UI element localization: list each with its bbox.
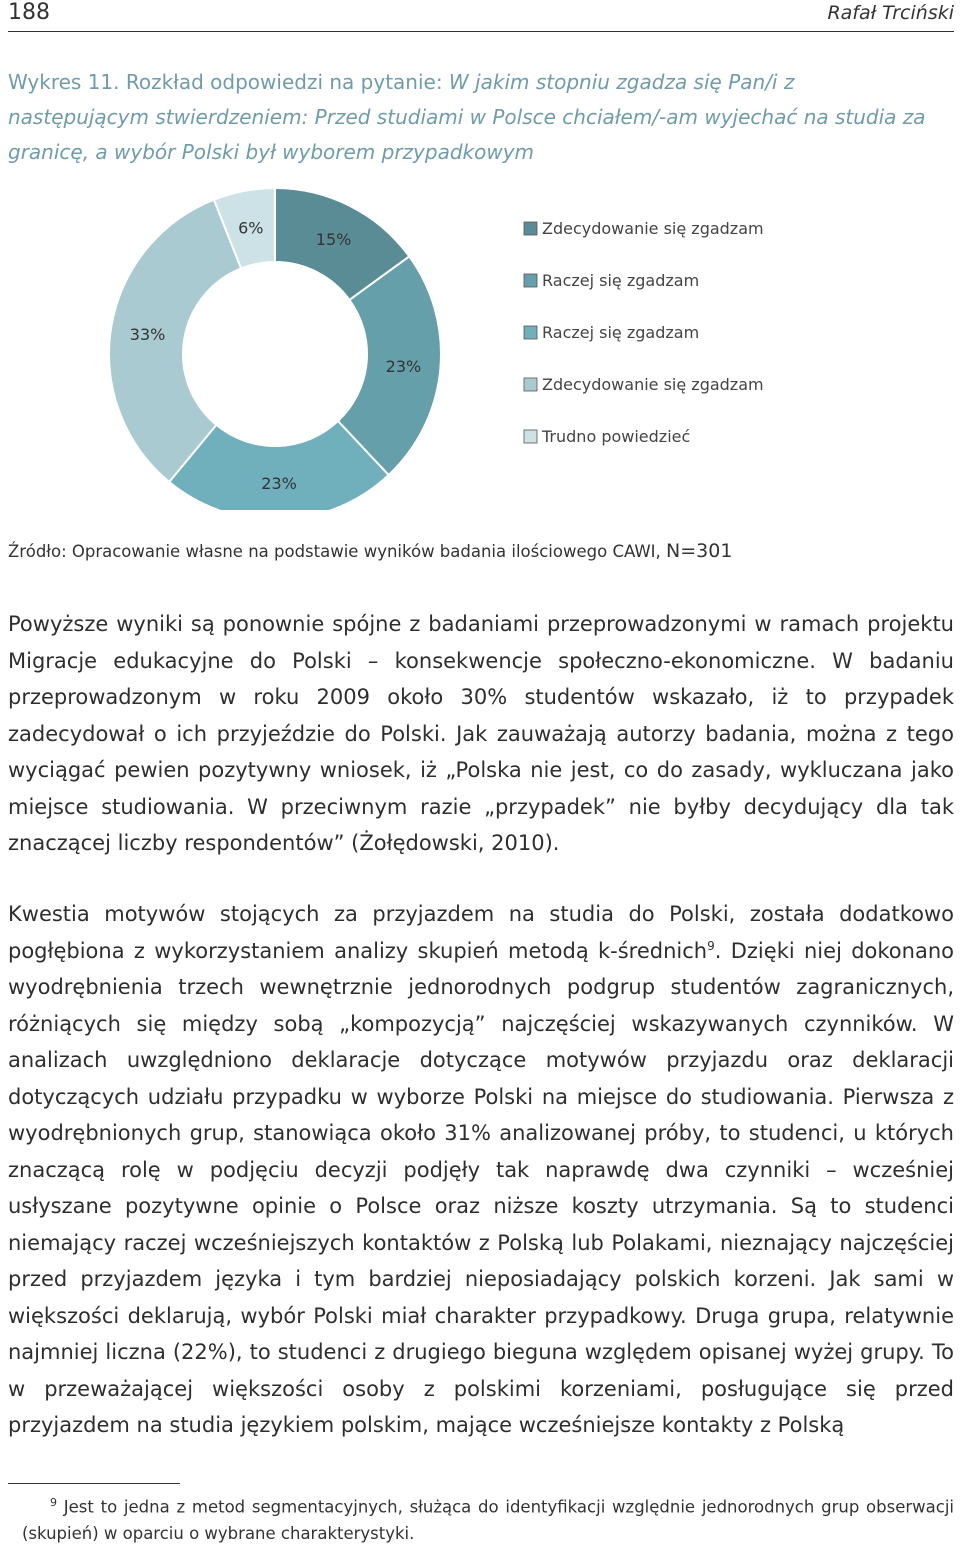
- donut-slices: [109, 188, 441, 510]
- legend-swatch-2: [524, 274, 537, 287]
- slice-value-label-4: 33%: [129, 324, 166, 344]
- legend-swatch-5: [524, 430, 537, 443]
- legend-label-3: Raczej się zgadzam: [542, 323, 700, 342]
- paragraph-2-start: Kwestia motywów stojących za przyjazdem na studia do Polski, została dodatkowo pogłębiona z wykorzystaniem analizy skupień metodą k-średnich: [8, 902, 954, 963]
- legend-swatch-3: [524, 326, 537, 339]
- running-head-author: Rafał Trciński: [827, 2, 954, 24]
- sample-size: N=301: [666, 540, 733, 562]
- footnote: [22, 1490, 954, 1547]
- donut-chart: [0, 170, 960, 510]
- source-text: Źródło: Opracowanie własne na podstawie wyników badania ilościowego CAWI,: [8, 542, 667, 561]
- chart-legend: [524, 219, 764, 446]
- slice-value-label-3: 23%: [261, 473, 297, 493]
- legend-label-5: Trudno powiedzieć: [542, 427, 691, 446]
- slice-value-label-5: 6%: [238, 218, 264, 238]
- footnote-ref: 9: [707, 938, 715, 953]
- caption-prefix: Wykres 11. Rozkład odpowiedzi na pytanie:: [8, 70, 449, 94]
- paragraph-1: Powyższe wyniki są ponownie spójne z badaniami przeprowadzonymi w ramach projektu Migracje edukacyjne do Polski – konsekwencje społeczno-ekonomiczne. W badaniu przeprowadzonym w roku 2009 około 30% studentów wskazało, iż to przypadek zadecydował o ich przyjeździe do Polski. Jak zauważają autorzy badania, można z tego wyciągać pewien pozytywny wniosek, iż „Polska nie jest, co do zasady, wykluczana jako miejsce studiowania. W przeciwnym razie „przypadek” nie byłby decydujący dla tak znaczącej liczby respondentów” (Żołędowski, 2010).: [8, 612, 954, 855]
- legend-swatch-4: [524, 378, 537, 391]
- page-header: [8, 0, 954, 30]
- legend-label-4: Zdecydowanie się zgadzam: [542, 375, 764, 394]
- figure-caption: [8, 65, 940, 170]
- caption-question: W jakim stopniu zgadza się Pan/i z następującym stwierdzeniem: Przed studiami w Polsce chciałem/-am wyjechać na studia za granicę, a wybór Polski był wyborem przypadkowym: [8, 70, 926, 164]
- legend-label-1: Zdecydowanie się zgadzam: [542, 219, 764, 238]
- paragraph-2-rest: . Dzięki niej dokonano wyodrębnienia trzech wewnętrznie jednorodnych podgrup studentów zagranicznych, różniących się między sobą „kompozycją” najczęściej wskazywanych czynników. W analizach uwzględniono deklaracje dotyczące motywów przyjazdu oraz deklaracji dotyczących udziału przypadku w wyborze Polski na miejsce do studiowania. Pierwsza z wyodrębnionych grup, stanowiąca około 31% analizowanej próby, to studenci, u których znaczącą rolę w podjęciu decyzji podjęły tak naprawdę dwa czynniki – wcześniej usłyszane pozytywne opinie o Polsce oraz niższe koszty utrzymania. Są to studenci niemający raczej wcześniejszych kontaktów z Polską lub Polakami, nieznający najczęściej przed przyjazdem języka i tym bardziej nieposiadający polskich korzeni. Jak sami w większości deklarują, wybór Polski miał charakter przypadkowy. Druga grupa, relatywnie najmniej liczna (22%), to studenci z drugiego bieguna względem opisanej wyżej grupy. To w przeważającej większości osoby z polskimi korzeniami, posługujące się przed przyjazdem na studia językiem polskim, mające wcześniejsze kontakty z Polską: [8, 938, 954, 1437]
- page-number: 188: [8, 0, 50, 25]
- slice-value-label-2: 23%: [385, 357, 422, 377]
- footnote-text: Jest to jedna z metod segmentacyjnych, służąca do identyfikacji względnie jednorodnych grup obserwacji (skupień) w oparciu o wybrane charakterystyki.: [22, 1497, 954, 1543]
- legend-swatch-1: [524, 222, 537, 235]
- header-rule: [8, 31, 954, 32]
- paragraph-2: [8, 896, 954, 1444]
- footnote-number: 9: [50, 1496, 57, 1509]
- legend-label-2: Raczej się zgadzam: [542, 271, 700, 290]
- slice-value-label-1: 15%: [315, 230, 352, 250]
- figure-source: [8, 540, 732, 562]
- footnote-rule: [8, 1483, 180, 1484]
